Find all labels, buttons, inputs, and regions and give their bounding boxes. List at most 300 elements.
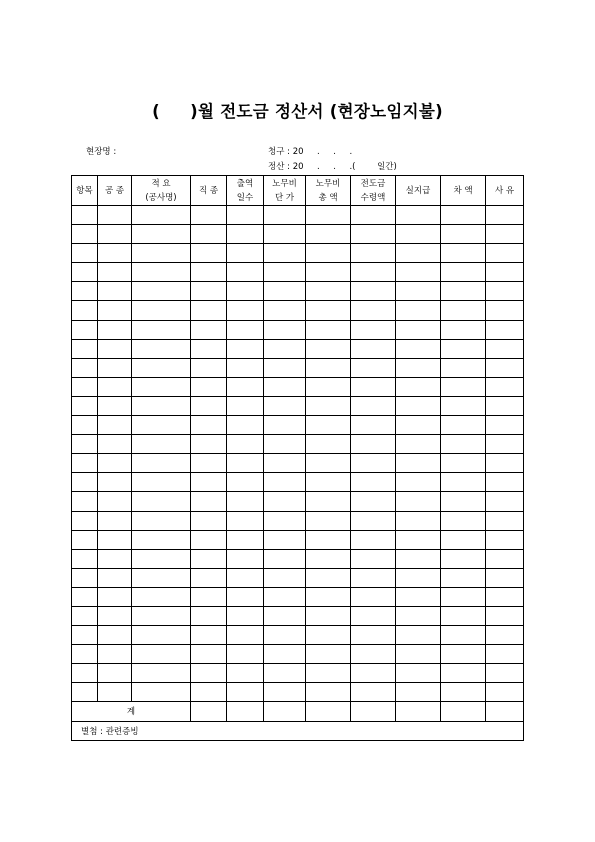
table-cell[interactable] bbox=[306, 339, 351, 358]
table-cell[interactable] bbox=[396, 626, 441, 645]
table-cell[interactable] bbox=[98, 416, 132, 435]
table-cell[interactable] bbox=[306, 396, 351, 415]
table-cell[interactable] bbox=[132, 645, 191, 664]
table-cell[interactable] bbox=[72, 606, 98, 625]
table-cell[interactable] bbox=[191, 244, 227, 263]
table-cell[interactable] bbox=[441, 339, 486, 358]
table-cell[interactable] bbox=[486, 244, 524, 263]
table-cell[interactable] bbox=[396, 645, 441, 664]
table-cell[interactable] bbox=[396, 263, 441, 282]
table-cell[interactable] bbox=[132, 626, 191, 645]
table-cell[interactable] bbox=[351, 683, 396, 702]
table-cell[interactable] bbox=[132, 664, 191, 683]
table-cell[interactable] bbox=[72, 320, 98, 339]
table-cell[interactable] bbox=[264, 568, 306, 587]
table-cell[interactable] bbox=[486, 206, 524, 225]
table-cell[interactable] bbox=[486, 454, 524, 473]
table-cell[interactable] bbox=[227, 244, 264, 263]
table-cell[interactable] bbox=[227, 263, 264, 282]
table-cell[interactable] bbox=[132, 282, 191, 301]
table-cell[interactable] bbox=[306, 358, 351, 377]
table-cell[interactable] bbox=[396, 339, 441, 358]
table-cell[interactable] bbox=[98, 206, 132, 225]
table-cell[interactable] bbox=[132, 568, 191, 587]
table-cell[interactable] bbox=[306, 320, 351, 339]
table-cell[interactable] bbox=[486, 320, 524, 339]
table-cell[interactable] bbox=[396, 473, 441, 492]
table-cell[interactable] bbox=[396, 454, 441, 473]
table-cell[interactable] bbox=[227, 702, 264, 721]
table-cell[interactable] bbox=[227, 454, 264, 473]
table-cell[interactable] bbox=[132, 301, 191, 320]
table-cell[interactable] bbox=[486, 568, 524, 587]
table-cell[interactable] bbox=[486, 225, 524, 244]
table-cell[interactable] bbox=[227, 320, 264, 339]
table-cell[interactable] bbox=[98, 530, 132, 549]
table-cell[interactable] bbox=[132, 683, 191, 702]
table-cell[interactable] bbox=[441, 492, 486, 511]
table-cell[interactable] bbox=[132, 492, 191, 511]
table-cell[interactable] bbox=[396, 683, 441, 702]
table-cell[interactable] bbox=[227, 549, 264, 568]
table-cell[interactable] bbox=[227, 358, 264, 377]
table-cell[interactable] bbox=[351, 377, 396, 396]
table-cell[interactable] bbox=[227, 606, 264, 625]
table-cell[interactable] bbox=[191, 683, 227, 702]
table-cell[interactable] bbox=[191, 320, 227, 339]
table-cell[interactable] bbox=[132, 358, 191, 377]
table-cell[interactable] bbox=[486, 645, 524, 664]
table-cell[interactable] bbox=[396, 225, 441, 244]
table-cell[interactable] bbox=[227, 645, 264, 664]
table-cell[interactable] bbox=[72, 358, 98, 377]
table-cell[interactable] bbox=[227, 339, 264, 358]
table-cell[interactable] bbox=[396, 664, 441, 683]
table-cell[interactable] bbox=[486, 511, 524, 530]
table-cell[interactable] bbox=[441, 263, 486, 282]
table-cell[interactable] bbox=[441, 664, 486, 683]
table-cell[interactable] bbox=[191, 626, 227, 645]
table-cell[interactable] bbox=[351, 320, 396, 339]
table-cell[interactable] bbox=[191, 702, 227, 721]
table-cell[interactable] bbox=[441, 606, 486, 625]
table-cell[interactable] bbox=[306, 568, 351, 587]
table-cell[interactable] bbox=[306, 645, 351, 664]
table-cell[interactable] bbox=[486, 435, 524, 454]
table-cell[interactable] bbox=[351, 454, 396, 473]
table-cell[interactable] bbox=[191, 339, 227, 358]
table-cell[interactable] bbox=[132, 454, 191, 473]
table-cell[interactable] bbox=[396, 282, 441, 301]
table-cell[interactable] bbox=[191, 263, 227, 282]
table-cell[interactable] bbox=[441, 320, 486, 339]
table-cell[interactable] bbox=[191, 606, 227, 625]
table-cell[interactable] bbox=[441, 416, 486, 435]
table-cell[interactable] bbox=[98, 511, 132, 530]
table-cell[interactable] bbox=[264, 435, 306, 454]
table-cell[interactable] bbox=[227, 664, 264, 683]
table-cell[interactable] bbox=[396, 702, 441, 721]
table-cell[interactable] bbox=[351, 339, 396, 358]
table-cell[interactable] bbox=[441, 282, 486, 301]
table-cell[interactable] bbox=[72, 206, 98, 225]
table-cell[interactable] bbox=[306, 473, 351, 492]
table-cell[interactable] bbox=[98, 492, 132, 511]
table-cell[interactable] bbox=[98, 282, 132, 301]
table-cell[interactable] bbox=[441, 473, 486, 492]
table-cell[interactable] bbox=[227, 225, 264, 244]
table-cell[interactable] bbox=[191, 549, 227, 568]
table-cell[interactable] bbox=[132, 530, 191, 549]
table-cell[interactable] bbox=[191, 358, 227, 377]
table-cell[interactable] bbox=[191, 282, 227, 301]
table-cell[interactable] bbox=[191, 664, 227, 683]
table-cell[interactable] bbox=[98, 358, 132, 377]
table-cell[interactable] bbox=[98, 339, 132, 358]
table-cell[interactable] bbox=[264, 225, 306, 244]
table-row bbox=[72, 206, 524, 225]
table-cell[interactable] bbox=[486, 683, 524, 702]
table-row bbox=[72, 320, 524, 339]
table-cell[interactable] bbox=[306, 263, 351, 282]
table-cell[interactable] bbox=[264, 645, 306, 664]
table-cell[interactable] bbox=[351, 416, 396, 435]
table-cell[interactable] bbox=[486, 549, 524, 568]
table-cell[interactable] bbox=[98, 568, 132, 587]
table-cell[interactable] bbox=[351, 492, 396, 511]
table-cell[interactable] bbox=[306, 206, 351, 225]
table-cell[interactable] bbox=[306, 244, 351, 263]
table-cell[interactable] bbox=[441, 626, 486, 645]
table-cell[interactable] bbox=[98, 263, 132, 282]
table-cell[interactable] bbox=[441, 568, 486, 587]
table-cell[interactable] bbox=[486, 702, 524, 721]
table-cell[interactable] bbox=[306, 301, 351, 320]
table-cell[interactable] bbox=[98, 664, 132, 683]
table-cell[interactable] bbox=[351, 206, 396, 225]
table-cell[interactable] bbox=[486, 339, 524, 358]
table-cell[interactable] bbox=[351, 645, 396, 664]
table-cell[interactable] bbox=[72, 339, 98, 358]
table-cell[interactable] bbox=[132, 606, 191, 625]
table-cell[interactable] bbox=[306, 606, 351, 625]
table-cell[interactable] bbox=[132, 416, 191, 435]
table-cell[interactable] bbox=[191, 530, 227, 549]
table-cell[interactable] bbox=[132, 263, 191, 282]
table-cell[interactable] bbox=[227, 587, 264, 606]
table-cell[interactable] bbox=[72, 244, 98, 263]
table-cell[interactable] bbox=[306, 435, 351, 454]
table-cell[interactable] bbox=[441, 225, 486, 244]
table-cell[interactable] bbox=[98, 435, 132, 454]
table-cell[interactable] bbox=[264, 454, 306, 473]
table-cell[interactable] bbox=[486, 282, 524, 301]
table-cell[interactable] bbox=[351, 511, 396, 530]
table-cell[interactable] bbox=[191, 396, 227, 415]
table-cell[interactable] bbox=[98, 473, 132, 492]
table-cell[interactable] bbox=[72, 377, 98, 396]
table-cell[interactable] bbox=[227, 301, 264, 320]
table-cell[interactable] bbox=[227, 435, 264, 454]
table-cell[interactable] bbox=[396, 396, 441, 415]
table-cell[interactable] bbox=[132, 377, 191, 396]
table-cell[interactable] bbox=[227, 511, 264, 530]
table-cell[interactable] bbox=[351, 358, 396, 377]
table-cell[interactable] bbox=[227, 396, 264, 415]
table-cell[interactable] bbox=[396, 435, 441, 454]
table-cell[interactable] bbox=[486, 530, 524, 549]
table-cell[interactable] bbox=[396, 301, 441, 320]
table-cell[interactable] bbox=[227, 416, 264, 435]
table-cell[interactable] bbox=[396, 416, 441, 435]
table-cell[interactable] bbox=[98, 587, 132, 606]
table-cell[interactable] bbox=[351, 282, 396, 301]
table-cell[interactable] bbox=[72, 587, 98, 606]
table-cell[interactable] bbox=[227, 683, 264, 702]
table-cell[interactable] bbox=[98, 301, 132, 320]
table-cell[interactable] bbox=[441, 645, 486, 664]
table-cell[interactable] bbox=[306, 683, 351, 702]
table-cell[interactable] bbox=[306, 530, 351, 549]
table-cell[interactable] bbox=[264, 626, 306, 645]
table-cell[interactable] bbox=[264, 339, 306, 358]
table-cell[interactable] bbox=[191, 416, 227, 435]
table-cell[interactable] bbox=[306, 454, 351, 473]
table-cell[interactable] bbox=[306, 511, 351, 530]
table-cell[interactable] bbox=[72, 473, 98, 492]
table-cell[interactable] bbox=[486, 664, 524, 683]
table-cell[interactable] bbox=[486, 473, 524, 492]
table-cell[interactable] bbox=[351, 301, 396, 320]
table-cell[interactable] bbox=[441, 358, 486, 377]
table-cell[interactable] bbox=[306, 549, 351, 568]
table-cell[interactable] bbox=[72, 530, 98, 549]
table-cell[interactable] bbox=[227, 377, 264, 396]
table-cell[interactable] bbox=[72, 435, 98, 454]
table-cell[interactable] bbox=[441, 377, 486, 396]
table-cell[interactable] bbox=[441, 301, 486, 320]
table-cell[interactable] bbox=[191, 492, 227, 511]
col-header: 항목 bbox=[72, 176, 98, 206]
table-cell[interactable] bbox=[132, 587, 191, 606]
table-cell[interactable] bbox=[132, 435, 191, 454]
table-cell[interactable] bbox=[351, 244, 396, 263]
table-cell[interactable] bbox=[396, 492, 441, 511]
table-cell[interactable] bbox=[486, 416, 524, 435]
table-cell[interactable] bbox=[72, 416, 98, 435]
table-cell[interactable] bbox=[441, 435, 486, 454]
table-cell[interactable] bbox=[264, 358, 306, 377]
table-cell[interactable] bbox=[396, 568, 441, 587]
table-cell[interactable] bbox=[98, 320, 132, 339]
table-cell[interactable] bbox=[264, 587, 306, 606]
table-cell[interactable] bbox=[132, 339, 191, 358]
table-cell[interactable] bbox=[396, 206, 441, 225]
table-cell[interactable] bbox=[351, 587, 396, 606]
table-cell[interactable] bbox=[72, 626, 98, 645]
table-cell[interactable] bbox=[191, 454, 227, 473]
table-cell[interactable] bbox=[486, 358, 524, 377]
table-cell[interactable] bbox=[191, 206, 227, 225]
table-cell[interactable] bbox=[98, 244, 132, 263]
table-cell[interactable] bbox=[132, 225, 191, 244]
table-cell[interactable] bbox=[264, 683, 306, 702]
table-cell[interactable] bbox=[264, 416, 306, 435]
table-cell[interactable] bbox=[264, 206, 306, 225]
table-cell[interactable] bbox=[191, 301, 227, 320]
table-cell[interactable] bbox=[306, 492, 351, 511]
table-cell[interactable] bbox=[441, 702, 486, 721]
table-cell[interactable] bbox=[441, 511, 486, 530]
table-cell[interactable] bbox=[191, 568, 227, 587]
table-cell[interactable] bbox=[264, 511, 306, 530]
table-cell[interactable] bbox=[264, 263, 306, 282]
table-row bbox=[72, 396, 524, 415]
table-cell[interactable] bbox=[306, 377, 351, 396]
table-cell[interactable] bbox=[441, 530, 486, 549]
table-cell[interactable] bbox=[486, 587, 524, 606]
table-cell[interactable] bbox=[441, 454, 486, 473]
table-cell[interactable] bbox=[441, 549, 486, 568]
table-cell[interactable] bbox=[264, 606, 306, 625]
table-cell[interactable] bbox=[132, 396, 191, 415]
table-cell[interactable] bbox=[98, 683, 132, 702]
table-cell[interactable] bbox=[306, 282, 351, 301]
table-cell[interactable] bbox=[396, 530, 441, 549]
table-cell[interactable] bbox=[72, 492, 98, 511]
table-cell[interactable] bbox=[191, 587, 227, 606]
table-cell[interactable] bbox=[441, 244, 486, 263]
table-cell[interactable] bbox=[98, 549, 132, 568]
table-cell[interactable] bbox=[306, 225, 351, 244]
table-cell[interactable] bbox=[264, 282, 306, 301]
table-cell[interactable] bbox=[306, 416, 351, 435]
table-cell[interactable] bbox=[98, 454, 132, 473]
table-cell[interactable] bbox=[191, 225, 227, 244]
table-cell[interactable] bbox=[396, 606, 441, 625]
table-cell[interactable] bbox=[306, 626, 351, 645]
table-cell[interactable] bbox=[72, 568, 98, 587]
table-cell[interactable] bbox=[486, 396, 524, 415]
table-cell[interactable] bbox=[306, 664, 351, 683]
table-cell[interactable] bbox=[227, 206, 264, 225]
table-cell[interactable] bbox=[72, 454, 98, 473]
table-cell[interactable] bbox=[132, 511, 191, 530]
table-cell[interactable] bbox=[72, 263, 98, 282]
table-cell[interactable] bbox=[72, 282, 98, 301]
table-cell[interactable] bbox=[486, 492, 524, 511]
table-cell[interactable] bbox=[351, 263, 396, 282]
table-cell[interactable] bbox=[264, 492, 306, 511]
table-cell[interactable] bbox=[72, 396, 98, 415]
table-cell[interactable] bbox=[351, 530, 396, 549]
table-cell[interactable] bbox=[351, 702, 396, 721]
table-cell[interactable] bbox=[486, 263, 524, 282]
table-cell[interactable] bbox=[264, 320, 306, 339]
table-cell[interactable] bbox=[264, 244, 306, 263]
table-cell[interactable] bbox=[191, 645, 227, 664]
table-cell[interactable] bbox=[306, 587, 351, 606]
table-cell[interactable] bbox=[351, 549, 396, 568]
table-cell[interactable] bbox=[98, 626, 132, 645]
table-cell[interactable] bbox=[264, 396, 306, 415]
table-cell[interactable] bbox=[72, 645, 98, 664]
table-cell[interactable] bbox=[191, 473, 227, 492]
table-cell[interactable] bbox=[351, 664, 396, 683]
table-cell[interactable] bbox=[264, 549, 306, 568]
table-cell[interactable] bbox=[98, 225, 132, 244]
table-cell[interactable] bbox=[306, 702, 351, 721]
table-cell[interactable] bbox=[72, 225, 98, 244]
table-cell[interactable] bbox=[486, 606, 524, 625]
table-cell[interactable] bbox=[98, 606, 132, 625]
table-cell[interactable] bbox=[396, 587, 441, 606]
table-cell[interactable] bbox=[396, 320, 441, 339]
table-cell[interactable] bbox=[227, 492, 264, 511]
table-cell[interactable] bbox=[191, 435, 227, 454]
table-cell[interactable] bbox=[227, 530, 264, 549]
table-cell[interactable] bbox=[486, 626, 524, 645]
table-cell[interactable] bbox=[396, 358, 441, 377]
table-cell[interactable] bbox=[351, 396, 396, 415]
table-cell[interactable] bbox=[351, 473, 396, 492]
table-cell[interactable] bbox=[396, 377, 441, 396]
table-cell[interactable] bbox=[264, 473, 306, 492]
table-row bbox=[72, 664, 524, 683]
table-cell[interactable] bbox=[227, 568, 264, 587]
table-cell[interactable] bbox=[72, 511, 98, 530]
table-cell[interactable] bbox=[191, 377, 227, 396]
table-cell[interactable] bbox=[396, 549, 441, 568]
table-cell[interactable] bbox=[441, 683, 486, 702]
table-cell[interactable] bbox=[486, 377, 524, 396]
table-cell[interactable] bbox=[396, 511, 441, 530]
table-cell[interactable] bbox=[72, 664, 98, 683]
col-header: 노무비 단 가 bbox=[264, 176, 306, 206]
table-cell[interactable] bbox=[351, 606, 396, 625]
table-cell[interactable] bbox=[396, 244, 441, 263]
table-cell[interactable] bbox=[227, 473, 264, 492]
table-cell[interactable] bbox=[98, 396, 132, 415]
table-cell[interactable] bbox=[264, 702, 306, 721]
table-cell[interactable] bbox=[264, 664, 306, 683]
table-cell[interactable] bbox=[351, 225, 396, 244]
table-cell[interactable] bbox=[98, 377, 132, 396]
table-cell[interactable] bbox=[191, 511, 227, 530]
table-cell[interactable] bbox=[132, 473, 191, 492]
table-cell[interactable] bbox=[441, 587, 486, 606]
table-cell[interactable] bbox=[351, 435, 396, 454]
table-cell[interactable] bbox=[264, 377, 306, 396]
table-cell[interactable] bbox=[132, 206, 191, 225]
table-cell[interactable] bbox=[227, 626, 264, 645]
table-cell[interactable] bbox=[72, 301, 98, 320]
table-cell[interactable] bbox=[227, 282, 264, 301]
table-cell[interactable] bbox=[351, 568, 396, 587]
table-cell[interactable] bbox=[98, 645, 132, 664]
table-cell[interactable] bbox=[132, 244, 191, 263]
table-cell[interactable] bbox=[72, 549, 98, 568]
table-cell[interactable] bbox=[132, 549, 191, 568]
table-cell[interactable] bbox=[351, 626, 396, 645]
table-cell[interactable] bbox=[264, 301, 306, 320]
table-cell[interactable] bbox=[441, 206, 486, 225]
table-cell[interactable] bbox=[441, 396, 486, 415]
table-cell[interactable] bbox=[264, 530, 306, 549]
table-cell[interactable] bbox=[132, 320, 191, 339]
table-cell[interactable] bbox=[486, 301, 524, 320]
table-cell[interactable] bbox=[72, 683, 98, 702]
